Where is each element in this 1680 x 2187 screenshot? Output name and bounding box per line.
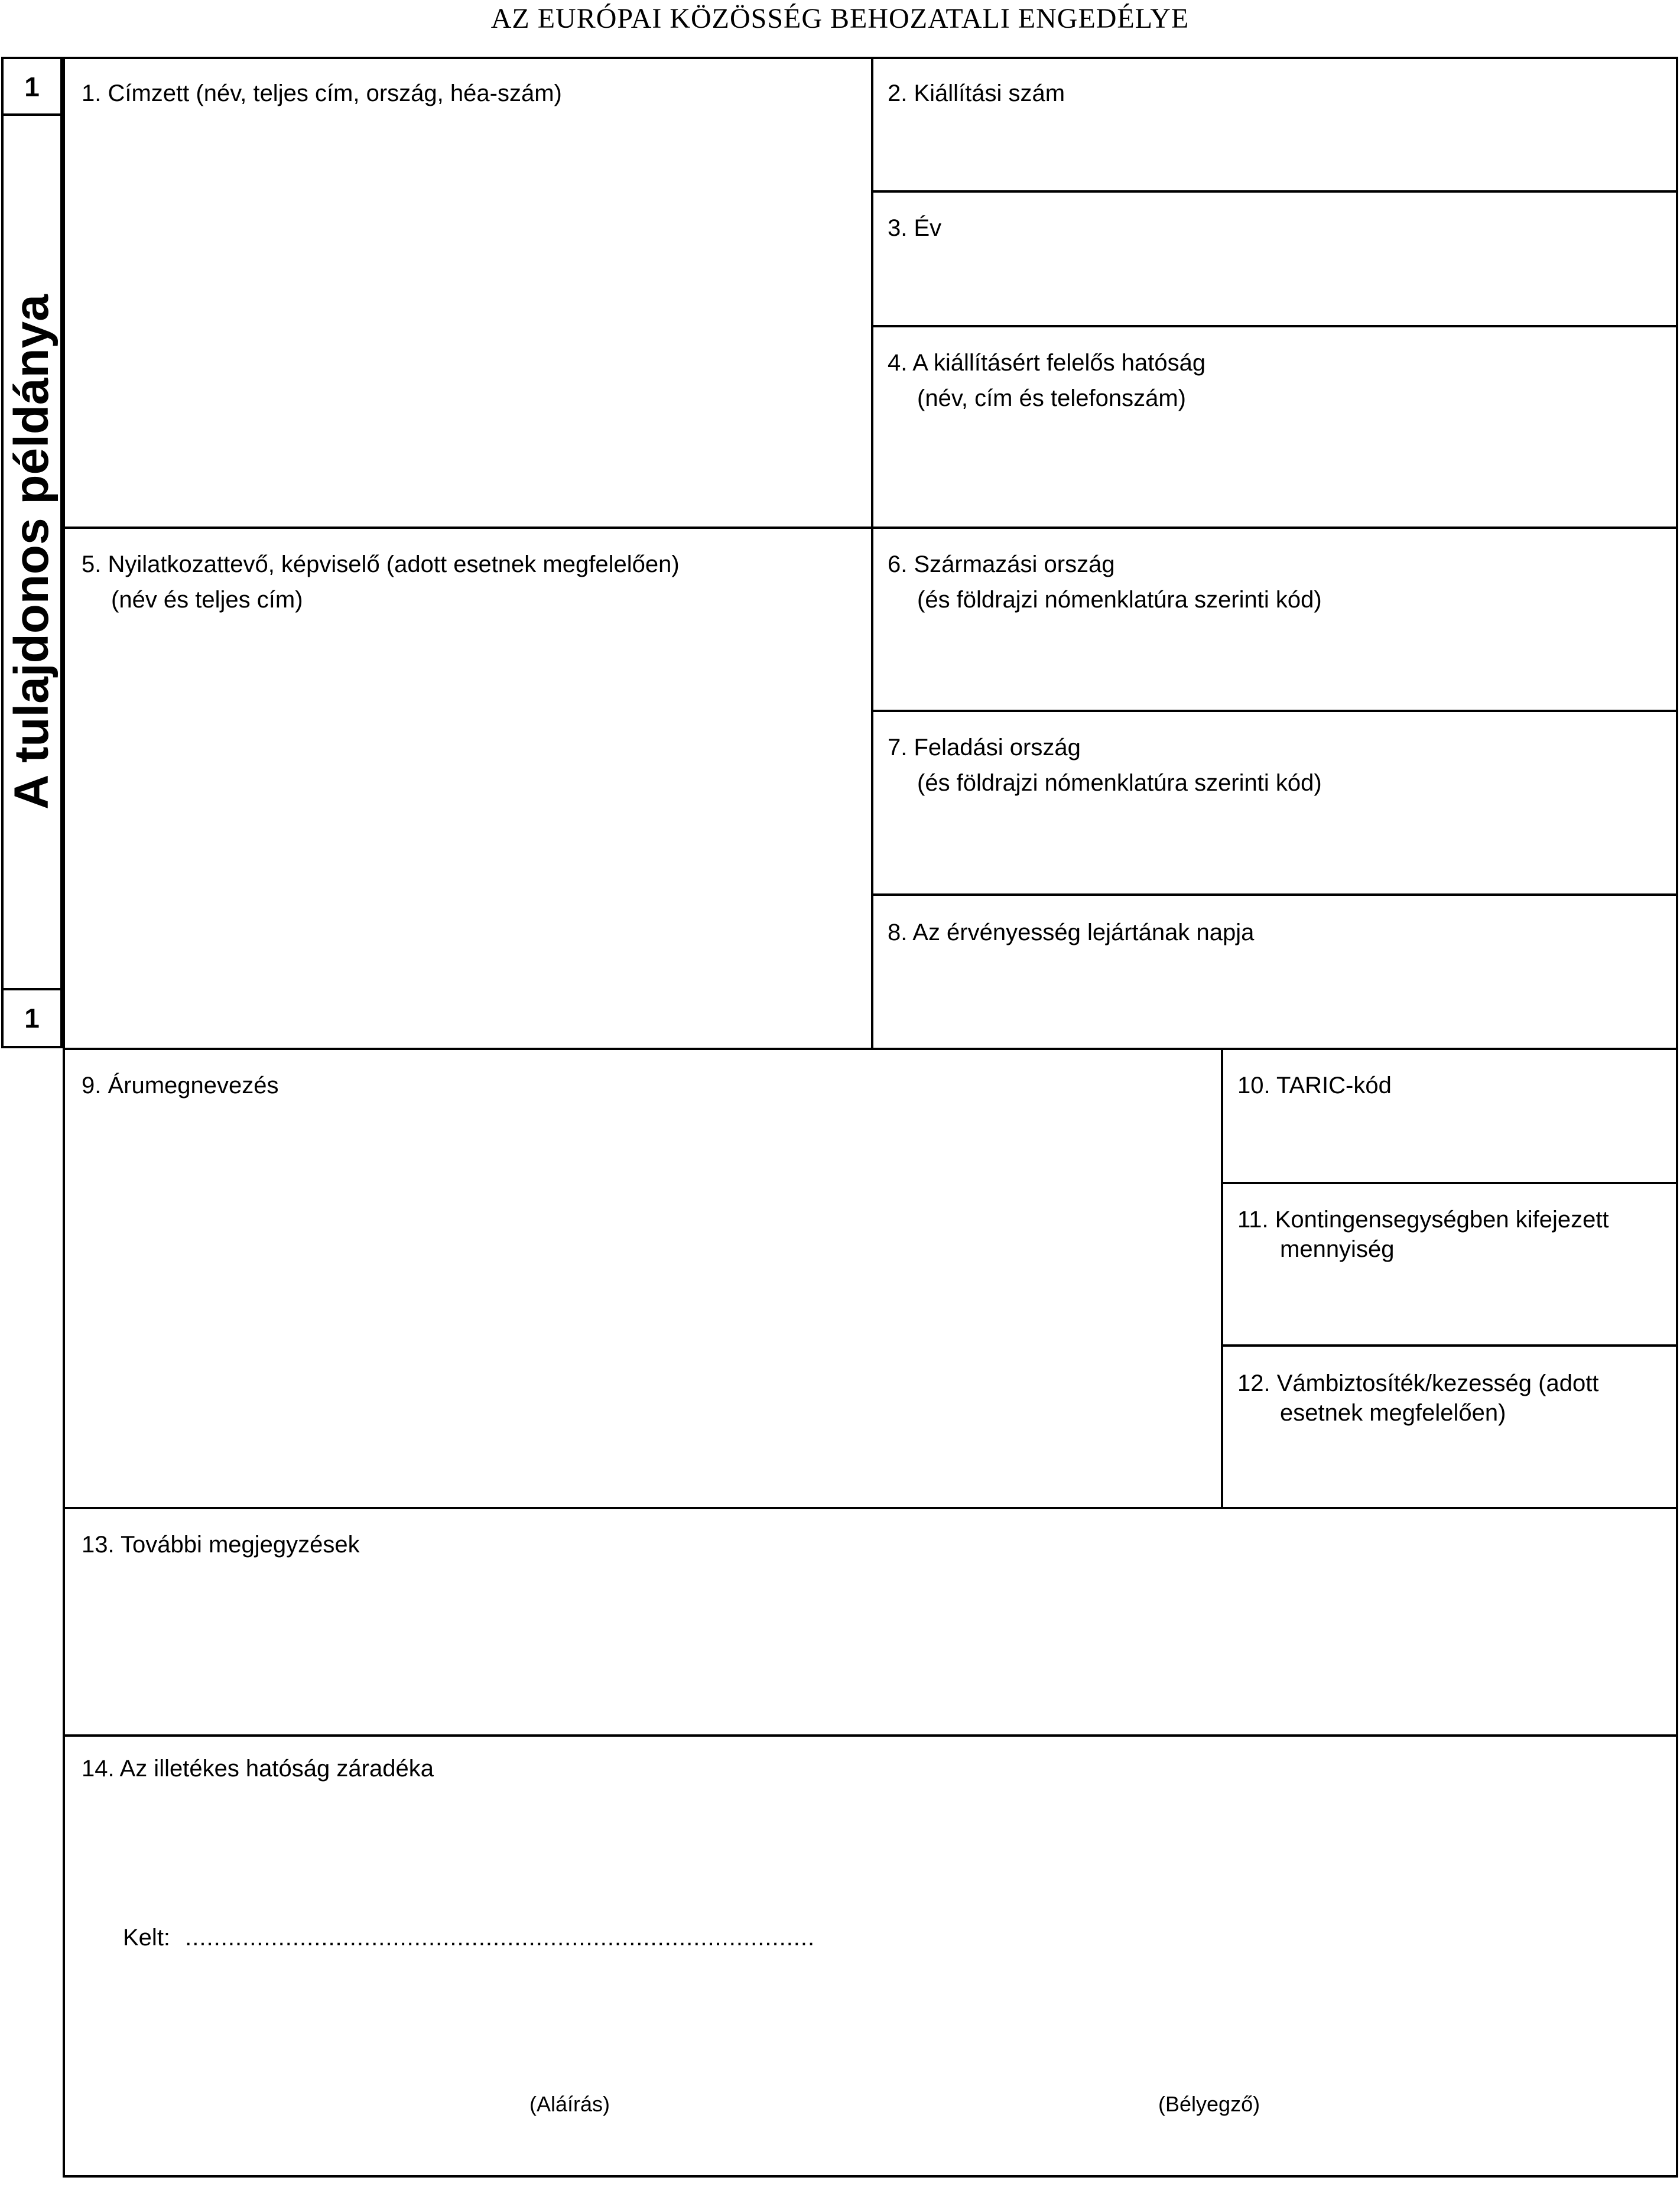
field-6-label-line1: 6. Származási ország (888, 551, 1115, 577)
kelt-label: Kelt: (123, 1925, 171, 1951)
field-8-label (888, 915, 1254, 950)
field-6-label (888, 547, 1322, 618)
side-number-top: 1 (24, 72, 40, 102)
field-5-declarant[interactable] (63, 527, 873, 1050)
field-6-label-line2: (és földrajzi nómenklatúra szerinti kód) (917, 587, 1322, 613)
field-9-label-line1: 9. Árumegnevezés (82, 1073, 279, 1099)
kelt-dots[interactable]: ........................................................................................ (185, 1925, 815, 1951)
side-label: A tulajdonos példánya (5, 294, 59, 810)
field-5-label-line2: (név és teljes cím) (111, 587, 303, 613)
field-7-label-line2: (és földrajzi nómenklatúra szerinti kód) (917, 770, 1322, 796)
field-14-authority-endorsement[interactable] (63, 1734, 1678, 2178)
field-12-label-line2: esetnek megfelelően) (1280, 1400, 1506, 1426)
field-13-label-line1: 13. További megjegyzések (82, 1532, 360, 1558)
side-number-bottom-box (1, 988, 63, 1048)
field-11-label (1237, 1202, 1609, 1267)
field-11-label-line2: mennyiség (1280, 1236, 1395, 1262)
field-1-label (82, 76, 562, 111)
field-5-label (82, 547, 680, 618)
signature-label: (Aláírás) (529, 2092, 610, 2116)
field-9-goods-description[interactable] (63, 1048, 1223, 1509)
field-4-issuing-authority[interactable] (871, 325, 1678, 529)
field-10-label-line1: 10. TARIC-kód (1237, 1073, 1392, 1099)
field-7-label-line1: 7. Feladási ország (888, 735, 1081, 761)
kelt-line (123, 1925, 815, 1951)
field-14-label-line1: 14. Az illetékes hatóság záradéka (82, 1756, 434, 1782)
field-7-label (888, 730, 1322, 801)
field-4-label (888, 345, 1205, 416)
field-8-expiry-date[interactable] (871, 893, 1678, 1050)
side-number-bottom: 1 (24, 1003, 40, 1034)
field-10-taric-code[interactable] (1221, 1048, 1678, 1184)
field-12-label (1237, 1366, 1598, 1431)
field-4-label-line1: 4. A kiállításért felelős hatóság (888, 350, 1206, 376)
stamp-label: (Bélyegző) (1158, 2092, 1260, 2116)
field-4-label-line2: (név, cím és telefonszám) (917, 385, 1186, 411)
field-12-security[interactable] (1221, 1344, 1678, 1509)
side-number-top-box (1, 57, 63, 116)
field-3-label-line1: 3. Év (888, 215, 942, 241)
field-14-label (82, 1751, 434, 1786)
field-1-consignee[interactable] (63, 57, 873, 529)
field-13-remarks[interactable] (63, 1507, 1678, 1737)
field-10-label (1237, 1068, 1392, 1103)
field-3-year[interactable] (871, 190, 1678, 327)
field-6-country-of-origin[interactable] (871, 527, 1678, 712)
field-11-label-line1: 11. Kontingensegységben kifejezett (1237, 1207, 1609, 1233)
side-label-box (1, 113, 63, 990)
field-2-issue-number[interactable] (871, 57, 1678, 193)
field-1-label-line1: 1. Címzett (név, teljes cím, ország, héa-szám) (82, 80, 562, 106)
field-5-label-line1: 5. Nyilatkozattevő, képviselő (adott esetnek megfelelően) (82, 551, 680, 577)
field-7-country-of-consignment[interactable] (871, 710, 1678, 896)
field-12-label-line1: 12. Vámbiztosíték/kezesség (adott (1237, 1370, 1599, 1396)
field-3-label (888, 210, 941, 246)
field-2-label (888, 76, 1065, 111)
field-8-label-line1: 8. Az érvényesség lejártának napja (888, 919, 1255, 945)
field-2-label-line1: 2. Kiállítási szám (888, 80, 1065, 106)
form-title: AZ EURÓPAI KÖZÖSSÉG BEHOZATALI ENGEDÉLYE (490, 3, 1190, 34)
field-9-label (82, 1068, 279, 1103)
field-13-label (82, 1527, 360, 1562)
field-11-quantity[interactable] (1221, 1182, 1678, 1347)
